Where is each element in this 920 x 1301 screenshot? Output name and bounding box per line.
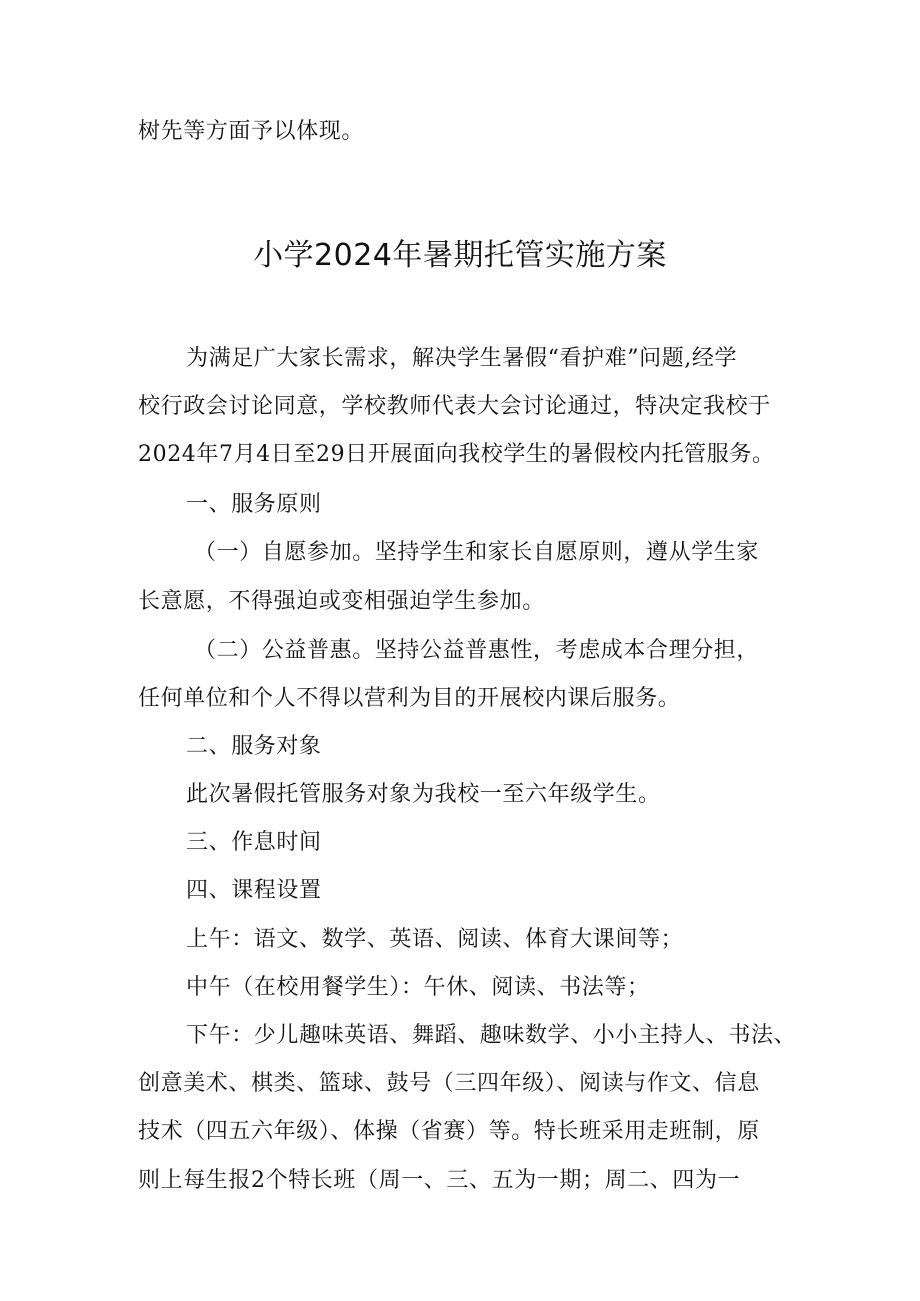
continuation-text: 树先等方面予以体现。	[138, 119, 365, 144]
principle-2-line-2: 任何单位和个人不得以营利为目的开展校内课后服务。	[138, 686, 681, 711]
principle-2-line-1: （二）公益普惠。坚持公益普惠性，考虑成本合理分担，	[194, 638, 760, 663]
intro-line-2: 校行政会讨论同意，学校教师代表大会讨论通过，特决定我校于	[138, 394, 771, 419]
course-noon: 中午（在校用餐学生）：午休、阅读、书法等；	[186, 975, 650, 1000]
intro-line-1: 为满足广大家长需求，解决学生暑假“看护难”问题,经学	[186, 346, 738, 371]
document-title: 小学2024年暑期托管实施方案	[253, 238, 667, 273]
course-afternoon-line-3: 技术（四五六年级）、体操（省赛）等。特长班采用走班制，原	[138, 1119, 760, 1144]
target-text: 此次暑假托管服务对象为我校一至六年级学生。	[186, 782, 661, 807]
principle-1-line-1: （一）自愿参加。坚持学生和家长自愿原则，遵从学生家	[194, 540, 760, 565]
course-afternoon-line-4: 则上每生报2个特长班（周一、三、五为一期；周二、四为一	[138, 1168, 741, 1193]
section-heading-principles: 一、服务原则	[186, 492, 322, 517]
course-afternoon-line-1: 下午：少儿趣味英语、舞蹈、趣味数学、小小主持人、书法、	[186, 1023, 797, 1048]
course-afternoon-line-2: 创意美术、棋类、篮球、鼓号（三四年级）、阅读与作文、信息	[138, 1071, 760, 1096]
course-morning: 上午：语文、数学、英语、阅读、体育大课间等；	[186, 927, 684, 952]
section-heading-courses: 四、课程设置	[186, 878, 322, 903]
intro-line-3: 2024年7月4日至29日开展面向我校学生的暑假校内托管服务。	[138, 442, 775, 467]
principle-1-line-2: 长意愿，不得强迫或变相强迫学生参加。	[138, 589, 545, 614]
section-heading-schedule: 三、作息时间	[186, 830, 322, 855]
section-heading-target: 二、服务对象	[186, 734, 322, 759]
